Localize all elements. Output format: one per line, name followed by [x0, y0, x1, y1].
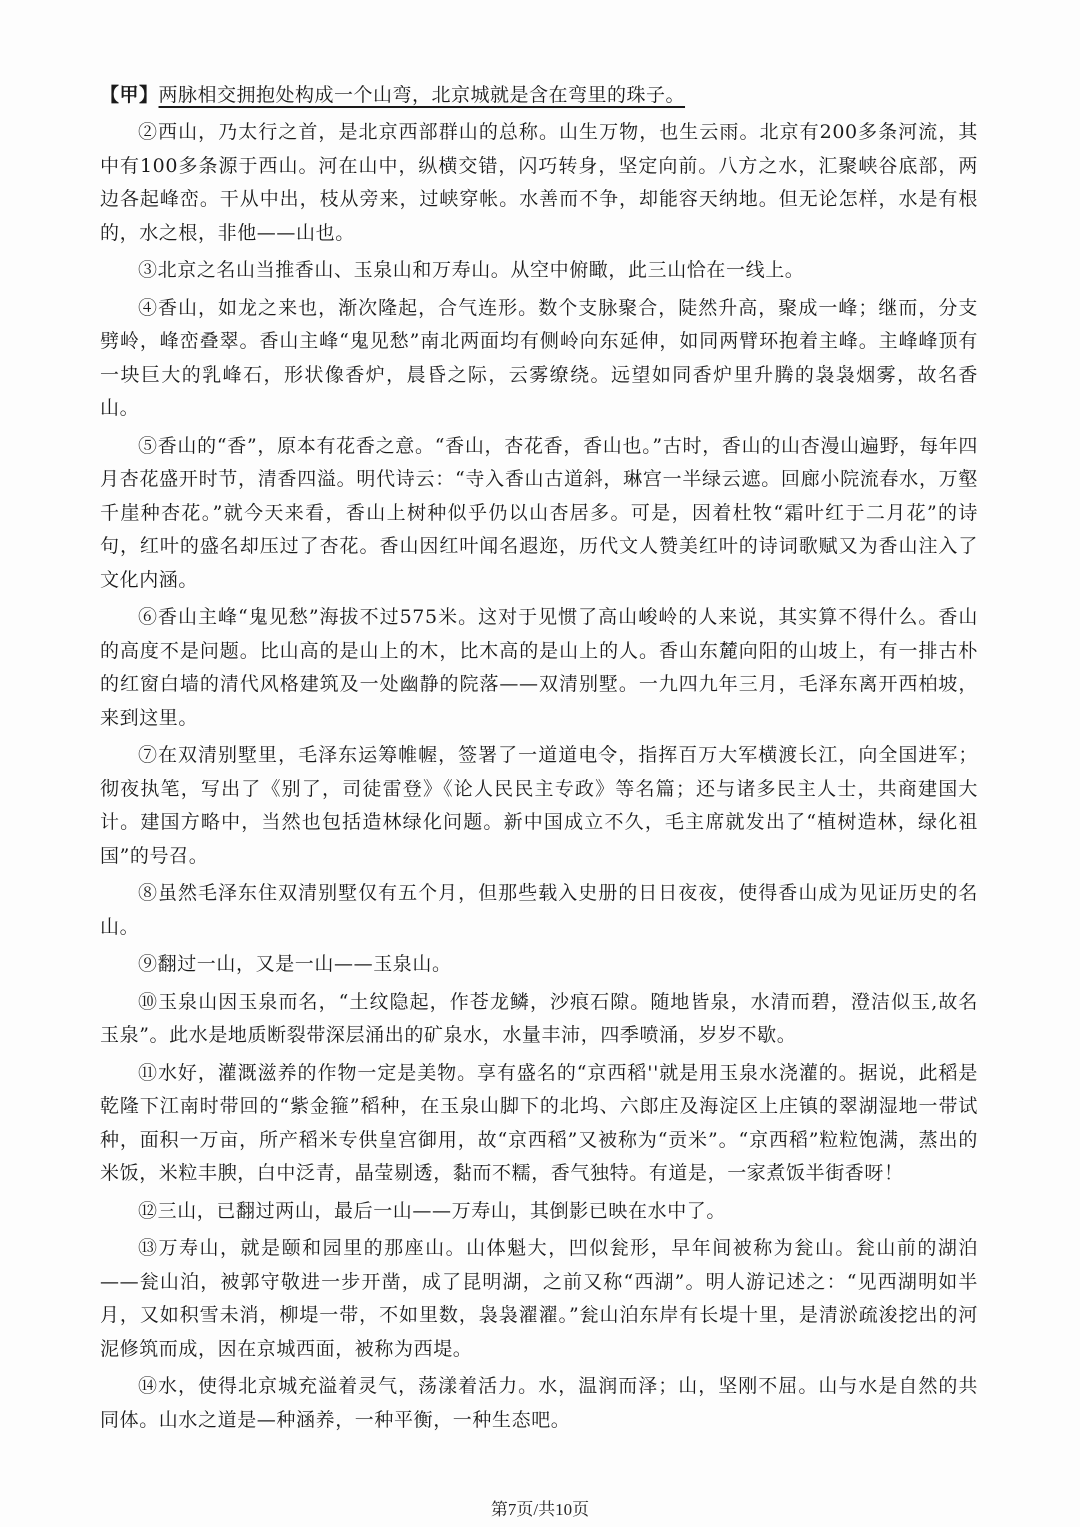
paragraph-10: ⑩玉泉山因玉泉而名，“土纹隐起，作苍龙鳞，沙痕石隙。随地皆泉，水清而碧，澄洁似玉,故名玉泉”。此水是地质断裂带深层涌出的矿泉水，水量丰沛，四季喷涌，岁岁不歇。	[100, 990, 978, 1046]
page-number: 第7页/共10页	[490, 1500, 590, 1519]
article-body	[100, 78, 978, 1441]
paragraph-5: ⑤香山的“香”，原本有花香之意。“香山，杏花香，香山也。”古时，香山的山杏漫山遍野，每年四月杏花盛开时节，清香四溢。明代诗云：“寺入香山古道斜，琳宫一半绿云遮。回廊小院流春水，万壑千崖种杏花。”就今天来看，香山上树种似乎仍以山杏居多。可是，因着杜牧“霜叶红于二月花”的诗句，红叶的盛名却压过了杏花。香山因红叶闻名遐迩，历代文人赞美红叶的诗词歌赋又为香山注入了文化内涵。	[100, 434, 978, 591]
paragraph-14: ⑭水，使得北京城充溢着灵气，荡漾着活力。水，温润而泽；山，坚刚不屈。山与水是自然的共同体。山水之道是—种涵养，一种平衡，一种生态吧。	[100, 1375, 978, 1431]
paragraph-9: ⑨翻过一山，又是一山——玉泉山。	[138, 953, 452, 975]
underlined-sentence: 两脉相交拥抱处构成一个山弯，北京城就是含在弯里的珠子。	[158, 84, 686, 106]
section-heading	[100, 78, 978, 112]
paragraph-4: ④香山，如龙之来也，渐次隆起，合气连形。数个支脉聚合，陡然升高，聚成一峰；继而，分支劈岭，峰峦叠翠。香山主峰“鬼见愁”南北两面均有侧岭向东延伸，如同两臂环抱着主峰。主峰峰顶有一块巨大的乳峰石，形状像香炉，晨昏之际，云雾缭绕。远望如同香炉里升腾的袅袅烟雾，故名香山。	[100, 296, 978, 419]
section-label: 【甲】	[100, 84, 159, 106]
paragraph-6: ⑥香山主峰“鬼见愁”海拔不过575米。这对于见惯了高山峻岭的人来说，其实算不得什么。香山的高度不是问题。比山高的是山上的木，比木高的是山上的人。香山东麓向阳的山坡上，有一排古朴的红窗白墙的清代风格建筑及一处幽静的院落——双清别墅。一九四九年三月，毛泽东离开西柏坡，来到这里。	[100, 606, 978, 729]
paragraph-11: ⑪水好，灌溉滋养的作物一定是美物。享有盛名的“京西稻''就是用玉泉水浇灌的。据说，此稻是乾隆下江南时带回的“紫金箍”稻种，在玉泉山脚下的北坞、六郎庄及海淀区上庄镇的翠湖湿地一带试种，面积一万亩，所产稻米专供皇宫御用，故“京西稻”又被称为“贡米”。“京西稻”粒粒饱满，蒸出的米饭，米粒丰腴，白中泛青，晶莹剔透，黏而不糯，香气独特。有道是，一家煮饭半街香呀！	[100, 1061, 978, 1184]
paragraph-3: ③北京之名山当推香山、玉泉山和万寿山。从空中俯瞰，此三山恰在一线上。	[138, 259, 805, 281]
paragraph-12: ⑫三山，已翻过两山，最后一山——万寿山，其倒影已映在水中了。	[138, 1199, 727, 1222]
paragraph-7: ⑦在双清别墅里，毛泽东运筹帷幄，签署了一道道电令，指挥百万大军横渡长江，向全国进军；彻夜执笔，写出了《别了，司徒雷登》《论人民民主专政》等名篇；还与诸多民主人士，共商建国大计。建国方略中，当然也包括造林绿化问题。新中国成立不久，毛主席就发出了“植树造林，绿化祖国”的号召。	[100, 744, 978, 867]
paragraph-2: ②西山，乃太行之首，是北京西部群山的总称。山生万物，也生云雨。北京有200多条河流，其中有100多条源于西山。河在山中，纵横交错，闪巧转身，坚定向前。八方之水，汇聚峡谷底部，两边各起峰峦。干从中出，枝从旁来，过峡穿帐。水善而不争，却能容天纳地。但无论怎样，水是有根的，水之根，非他——山也。	[100, 121, 978, 244]
paragraph-8: ⑧虽然毛泽东住双清别墅仅有五个月，但那些载入史册的日日夜夜，使得香山成为见证历史的名山。	[100, 882, 978, 938]
paragraph-13: ⑬万寿山，就是颐和园里的那座山。山体魁大，凹似瓮形，早年间被称为瓮山。瓮山前的湖泊——瓮山泊，被郭守敬进一步开凿，成了昆明湖，之前又称“西湖”。明人游记述之：“见西湖明如半月，又如积雪未消，柳堤一带，不如里数，袅袅濯濯。”瓮山泊东岸有长堤十里，是清淤疏浚挖出的河泥修筑而成，因在京城西面，被称为西堤。	[100, 1237, 978, 1360]
